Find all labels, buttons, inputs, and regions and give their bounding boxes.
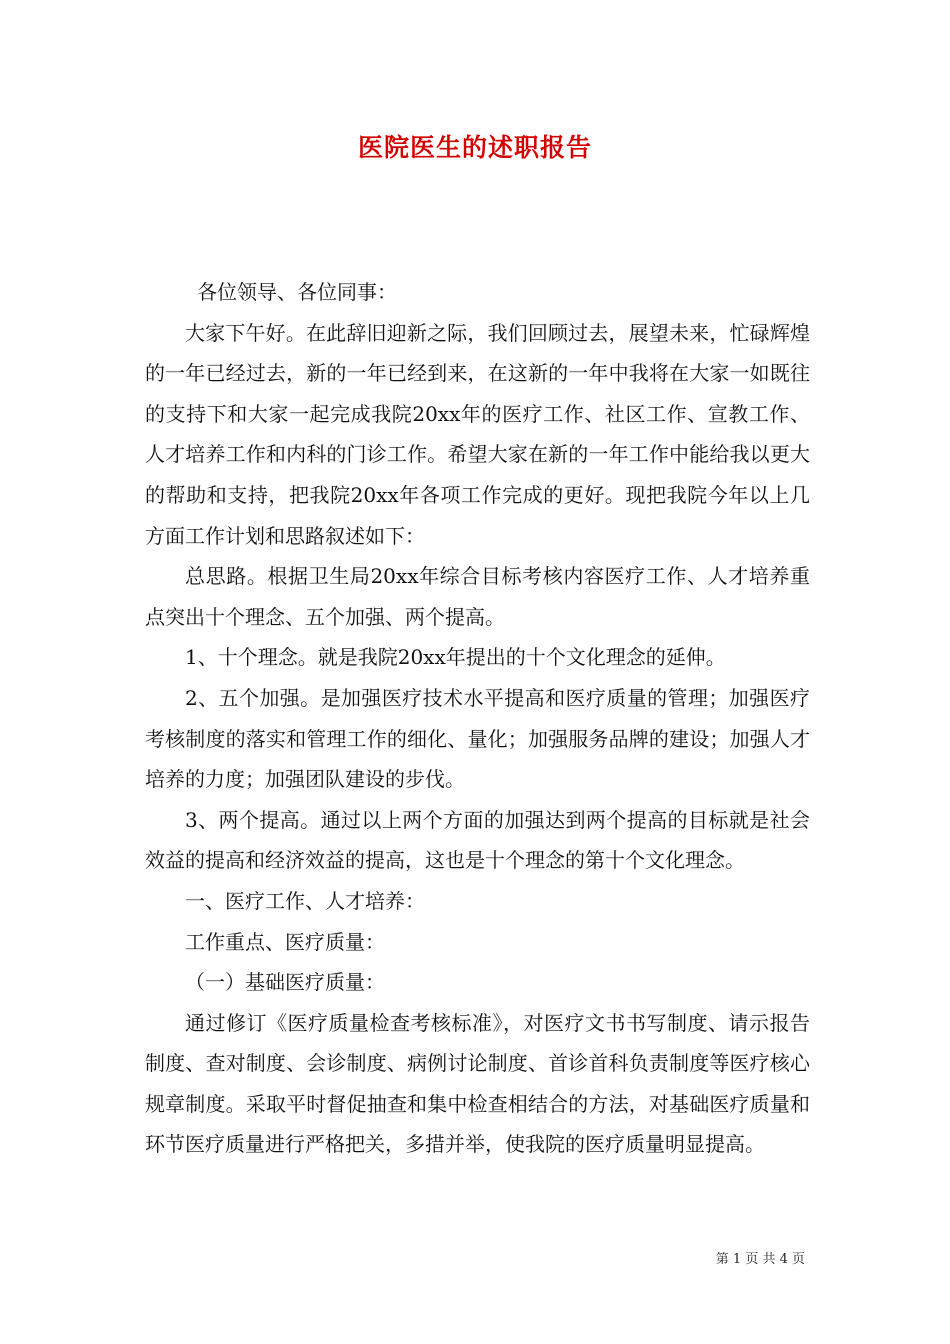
salutation: 各位领导、各位同事： xyxy=(197,280,397,304)
paragraph-quality-standards: 通过修订《医疗质量检查考核标准》，对医疗文书书写制度、请示报告制度、查对制度、会诊制度、病例讨论制度、首诊首科负责制度等医疗核心规章制度。采取平时督促抽查和集中检查相结合的方法，对基础医疗质量和环节医疗质量进行严格把关，多措并举，使我院的医疗质量明显提高。 xyxy=(145,1010,810,1157)
paragraph-five-strengthenings: 2、五个加强。是加强医疗技术水平提高和医疗质量的管理；加强医疗考核制度的落实和管理工作的细化、量化；加强服务品牌的建设；加强人才培养的力度；加强团队建设的步伐。 xyxy=(145,685,810,792)
paragraph-two-improvements: 3、两个提高。通过以上两个方面的加强达到两个提高的目标就是社会效益的提高和经济效益的提高，这也是十个理念的第十个文化理念。 xyxy=(145,807,810,873)
paragraph-ten-concepts: 1、十个理念。就是我院20xx年提出的十个文化理念的延伸。 xyxy=(185,645,726,670)
subheading-basic-quality: （一）基础医疗质量： xyxy=(185,970,385,995)
page-number: 第 1 页 共 4 页 xyxy=(715,1252,805,1267)
paragraph-general-idea: 总思路。根据卫生局20xx年综合目标考核内容医疗工作、人才培养重点突出十个理念、五个加强、两个提高。 xyxy=(145,564,810,629)
subheading-work-focus: 工作重点、医疗质量： xyxy=(185,929,385,954)
document-body xyxy=(145,272,810,1165)
section-heading-medical-work: 一、医疗工作、人才培养： xyxy=(185,888,425,913)
paragraph-intro: 大家下午好。在此辞旧迎新之际，我们回顾过去，展望未来，忙碌辉煌的一年已经过去，新的一年已经到来，在这新的一年中我将在大家一如既往的支持下和大家一起完成我院20xx年的医疗工作、社区工作、宣教工作、人才培养工作和内科的门诊工作。希望大家在新的一年工作中能给我以更大的帮助和支持，把我院20xx年各项工作完成的更好。现把我院今年以上几方面工作计划和思路叙述如下： xyxy=(145,320,810,548)
document-title: 医院医生的述职报告 xyxy=(357,133,592,162)
